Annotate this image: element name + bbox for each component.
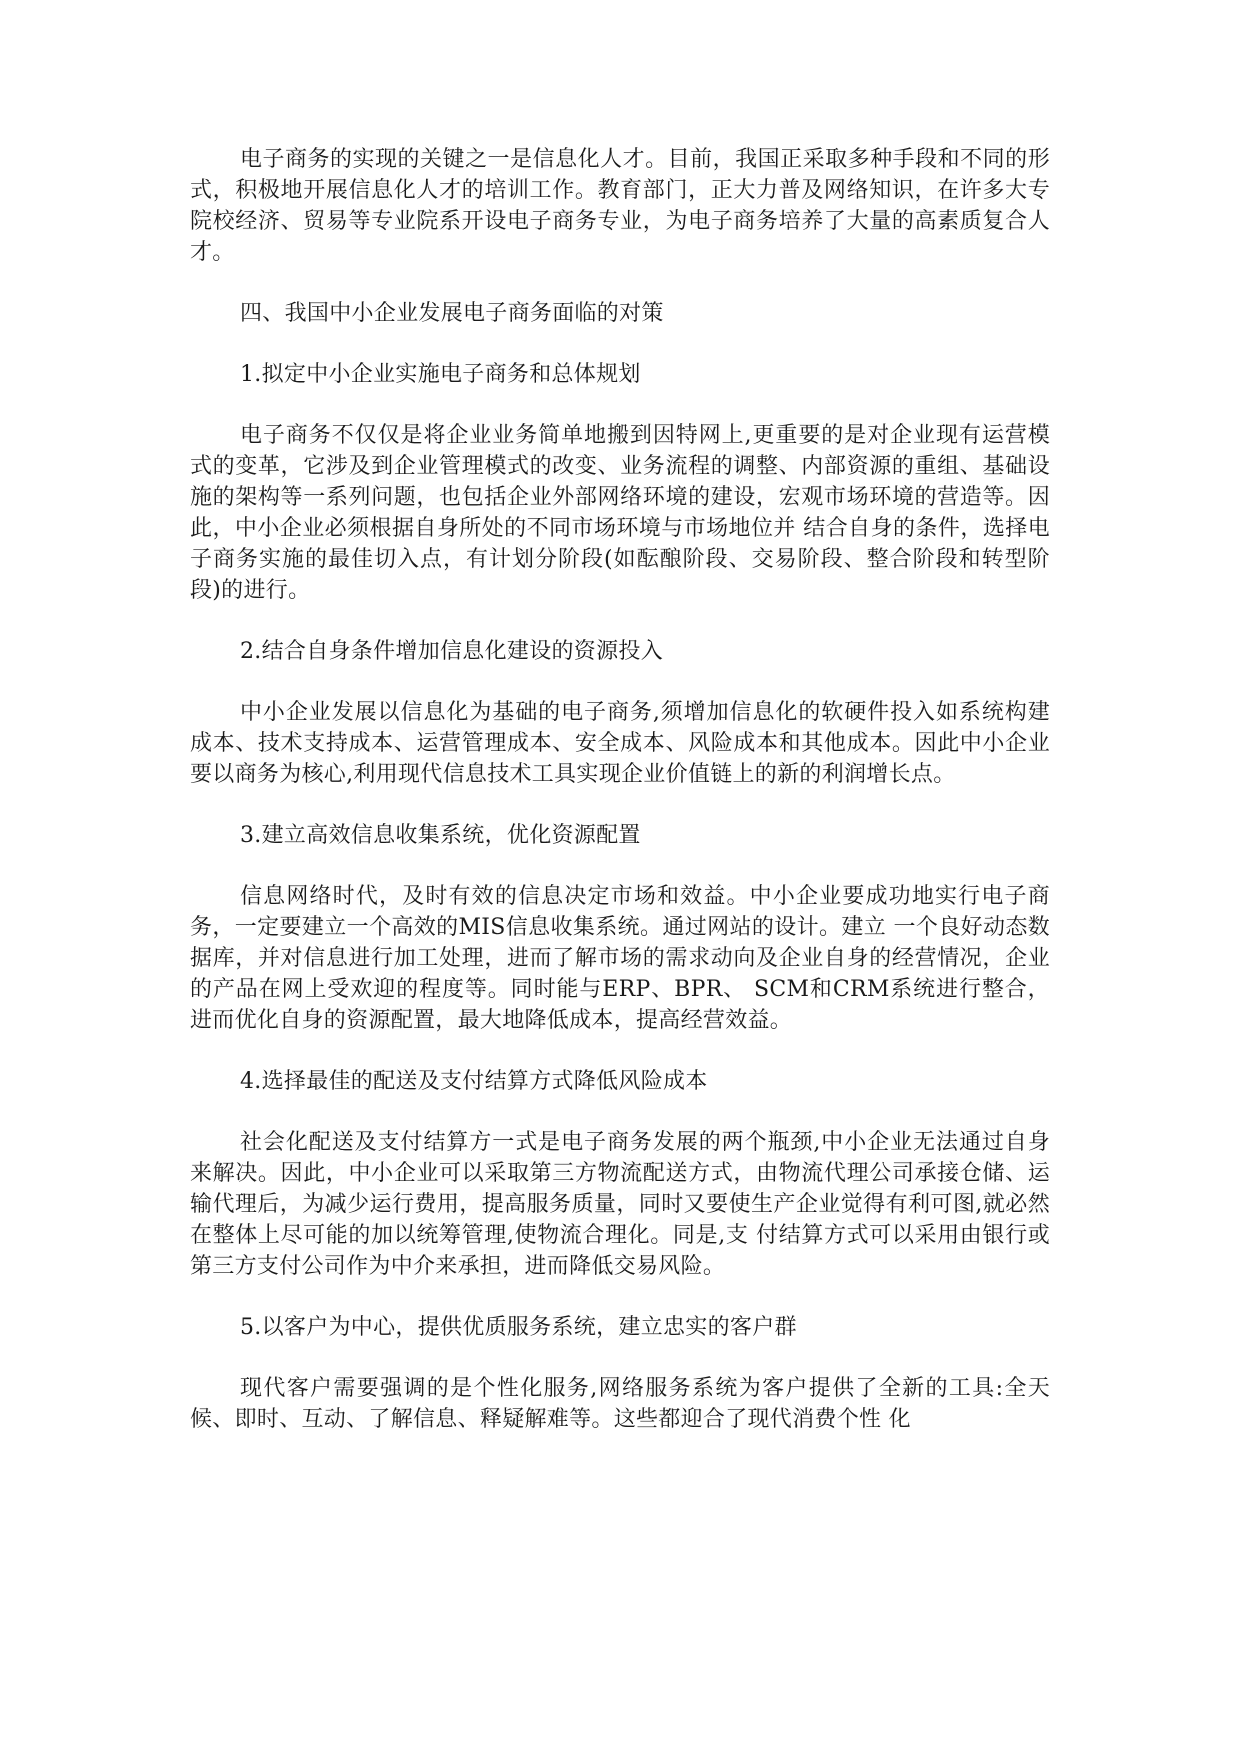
subheading-5-customer-service: 5.以客户为中心，提供优质服务系统，建立忠实的客户群: [240, 1315, 797, 1340]
section-heading-countermeasures: 四、我国中小企业发展电子商务面临的对策: [240, 301, 664, 326]
paragraph-information-system: 信息网络时代，及时有效的信息决定市场和效益。中小企业要成功地实行电子商务，一定要建立一个高效的MIS信息收集系统。通过网站的设计。建立 一个良好动态数据库，并对信息进行加工处理，进而了解市场的需求动向及企业自身的经营情况，企业的产品在网上受欢迎的程度等。同时能与ERP、BPR、 SCM和CRM系统进行整合，进而优化自身的资源配置，最大地降低成本，提高经营效益。: [190, 884, 1050, 1033]
subheading-4-delivery-payment: 4.选择最佳的配送及支付结算方式降低风险成本: [240, 1069, 708, 1094]
subheading-2-investment: 2.结合自身条件增加信息化建设的资源投入: [240, 639, 663, 664]
paragraph-investment: 中小企业发展以信息化为基础的电子商务,须增加信息化的软硬件投入如系统构建成本、技术支持成本、运营管理成本、安全成本、风险成本和其他成本。因此中小企业要以商务为核心,利用现代信息技术工具实现企业价值链上的新的利润增长点。: [190, 700, 1050, 787]
subheading-3-information-system: 3.建立高效信息收集系统，优化资源配置: [240, 823, 641, 848]
paragraph-delivery-payment: 社会化配送及支付结算方一式是电子商务发展的两个瓶颈,中小企业无法通过自身来解决。因此，中小企业可以采取第三方物流配送方式，由物流代理公司承接仓储、运输代理后，为减少运行费用，提高服务质量，同时又要使生产企业觉得有利可图,就必然在整体上尽可能的加以统筹管理,使物流合理化。同是,支 付结算方式可以采用由银行或第三方支付公司作为中介来承担，进而降低交易风险。: [190, 1130, 1050, 1279]
paragraph-customer-service: 现代客户需要强调的是个性化服务,网络服务系统为客户提供了全新的工具:全天候、即时、互动、了解信息、释疑解难等。这些都迎合了现代消费个性 化: [190, 1376, 1050, 1432]
subheading-1-planning: 1.拟定中小企业实施电子商务和总体规划: [240, 362, 641, 387]
paragraph-talent: 电子商务的实现的关键之一是信息化人才。目前，我国正采取多种手段和不同的形式，积极地开展信息化人才的培训工作。教育部门，正大力普及网络知识，在许多大专院校经济、贸易等专业院系开设电子商务专业，为电子商务培养了大量的高素质复合人才。: [190, 147, 1050, 265]
paragraph-planning: 电子商务不仅仅是将企业业务简单地搬到因特网上,更重要的是对企业现有运营模式的变革，它涉及到企业管理模式的改变、业务流程的调整、内部资源的重组、基础设施的架构等一系列问题，也包括企业外部网络环境的建设，宏观市场环境的营造等。因此，中小企业必须根据自身所处的不同市场环境与市场地位并 结合自身的条件，选择电子商务实施的最佳切入点，有计划分阶段(如酝酿阶段、交易阶段、整合阶段和转型阶段)的进行。: [190, 423, 1050, 603]
document-page: [190, 144, 1050, 1465]
